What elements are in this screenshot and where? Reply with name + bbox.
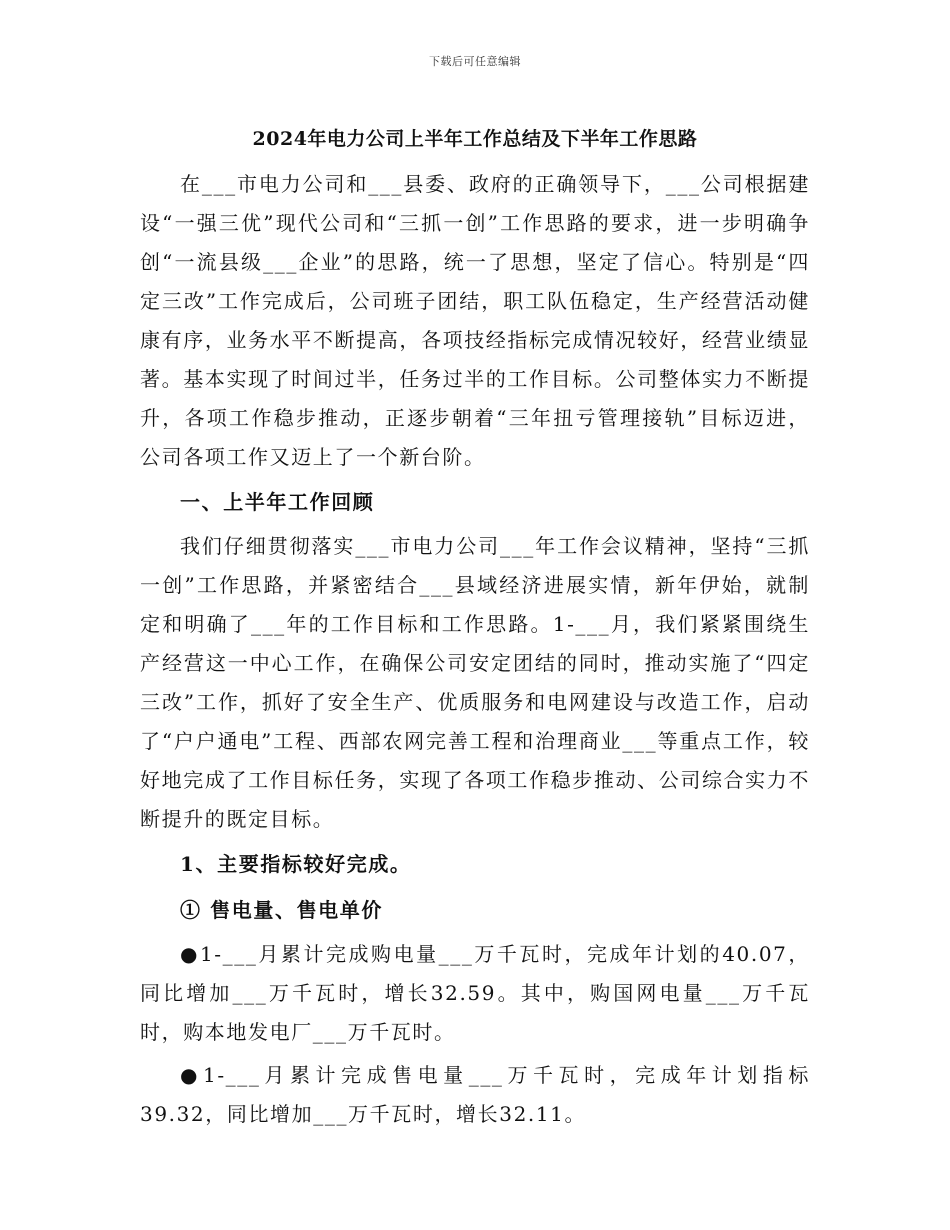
- document-body: [140, 165, 810, 1134]
- review-paragraph: 我们仔细贯彻落实___市电力公司___年工作会议精神，坚持“三抓一创”工作思路，并紧密结合___县域经济进展实情，新年伊始，就制定和明确了___年的工作目标和工作思路。1-___月，我们紧紧围绕生产经营这一中心工作，在确保公司安定团结的同时，推动实施了“四定三改”工作，抓好了安全生产、优质服务和电网建设与改造工作，启动了“户户通电”工程、西部农网完善工程和治理商业___等重点工作，较好地完成了工作目标任务，实现了各项工作稳步推动、公司综合实力不断提升的既定目标。: [140, 534, 810, 831]
- header-note: 下载后可任意编辑: [429, 55, 521, 68]
- section-heading-review: 一、上半年工作回顾: [180, 490, 375, 514]
- subsection-heading-sales: ① 售电量、售电单价: [180, 898, 383, 922]
- intro-paragraph: 在___市电力公司和___县委、政府的正确领导下，___公司根据建设“一强三优”现代公司和“三抓一创”工作思路的要求，进一步明确争创“一流县级___企业”的思路，统一了思想，坚定了信心。特别是“四定三改”工作完成后，公司班子团结，职工队伍稳定，生产经营活动健康有序，业务水平不断提高，各项技经指标完成情况较好，经营业绩显著。基本实现了时间过半，任务过半的工作目标。公司整体实力不断提升，各项工作稳步推动，正逐步朝着“三年扭亏管理接轨”目标迈进，公司各项工作又迈上了一个新台阶。: [140, 172, 810, 469]
- bullet-sales-volume: ●1-___月累计完成售电量___万千瓦时，完成年计划指标39.32，同比增加___万千瓦时，增长32.11。: [140, 1063, 810, 1126]
- document-title: 2024年电力公司上半年工作总结及下半年工作思路: [252, 128, 698, 150]
- bullet-purchase-volume: ●1-___月累计完成购电量___万千瓦时，完成年计划的40.07，同比增加___万千瓦时，增长32.59。其中，购国网电量___万千瓦时，购本地发电厂___万千瓦时。: [140, 942, 810, 1044]
- subsection-heading-indicators: 1、主要指标较好完成。: [180, 852, 412, 876]
